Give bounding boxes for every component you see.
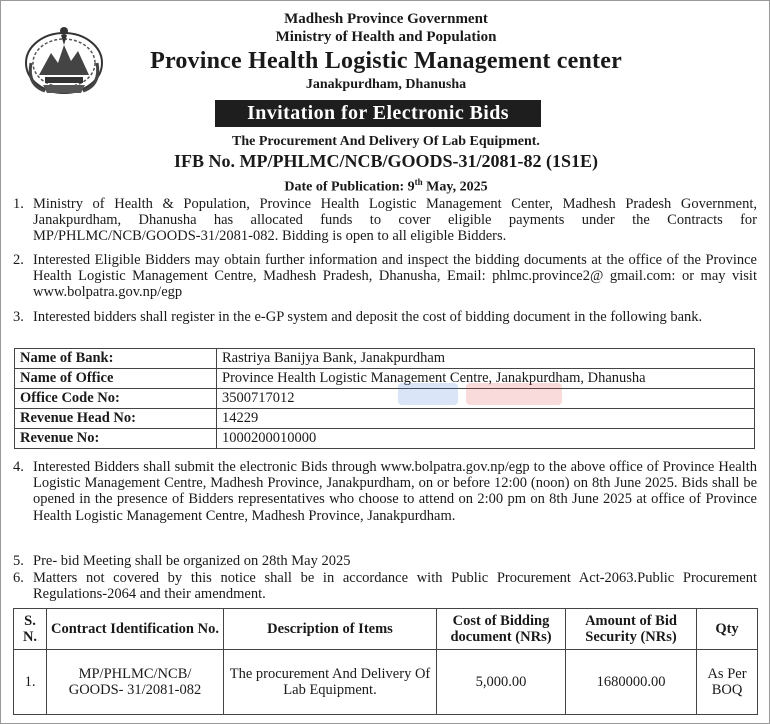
cell-qty: As Per BOQ	[697, 650, 758, 715]
invitation-banner: Invitation for Electronic Bids	[215, 100, 541, 127]
paragraph-text: Ministry of Health & Population, Province Health Logistic Management Center, Madhesh Pradesh Government, Janakpurdham, Dhanusha has allocated funds to cover eligible payments under the Contracts for MP/PHLMC/NCB/GOODS-31/2081-082. Bidding is open to all eligible Bidders.	[33, 196, 757, 245]
bank-label: Name of Office	[15, 369, 217, 389]
table-row	[15, 409, 755, 429]
paragraph-text: Pre- bid Meeting shall be organized on 28th May 2025	[33, 553, 351, 569]
publication-date-rest: May, 2025	[422, 179, 488, 195]
bank-details-table	[14, 348, 755, 449]
header-cost: Cost of Bidding document (NRs)	[437, 609, 566, 650]
bank-value: Province Health Logistic Management Centre, Janakpurdham, Dhanusha	[217, 369, 755, 389]
paragraph-number: 3.	[13, 309, 24, 325]
header-sn: S. N.	[14, 609, 47, 650]
ministry-heading: Ministry of Health and Population	[275, 29, 497, 45]
header-qty: Qty	[697, 609, 758, 650]
cell-security: 1680000.00	[566, 650, 697, 715]
table-row	[15, 349, 755, 369]
paragraph-number: 1.	[13, 196, 24, 212]
bank-label: Revenue No:	[15, 429, 217, 449]
table-row	[15, 429, 755, 449]
contract-table	[13, 608, 758, 715]
paragraph-6	[13, 570, 757, 602]
publication-date	[1, 177, 770, 196]
header-contract-id: Contract Identification No.	[47, 609, 224, 650]
paragraph-3	[13, 309, 757, 325]
table-row	[14, 650, 758, 715]
center-title: Province Health Logistic Management center	[150, 48, 622, 74]
table-row	[15, 389, 755, 409]
cell-description: The procurement And Delivery Of Lab Equipment.	[224, 650, 437, 715]
cell-contract-id: MP/PHLMC/NCB/ GOODS- 31/2081-082	[47, 650, 224, 715]
bank-value: 1000200010000	[217, 429, 755, 449]
table-header-row	[14, 609, 758, 650]
table-row	[15, 369, 755, 389]
header-description: Description of Items	[224, 609, 437, 650]
paragraph-5	[13, 553, 757, 569]
paragraph-number: 2.	[13, 252, 24, 268]
bank-label: Revenue Head No:	[15, 409, 217, 429]
publication-date-suffix: th	[414, 177, 423, 187]
bank-value: 3500717012	[217, 389, 755, 409]
bank-value: Rastriya Banijya Bank, Janakpurdham	[217, 349, 755, 369]
bank-label: Office Code No:	[15, 389, 217, 409]
bank-value: 14229	[217, 409, 755, 429]
location-heading: Janakpurdham, Dhanusha	[305, 77, 467, 92]
paragraph-text: Interested Bidders shall submit the electronic Bids through www.bolpatra.gov.np/egp to the above office of Province Health Logistic Management Centre, Madhesh Province, Janakpurdham, on or before 12:00 (noon) on 8th June 2025. Bids shall be opened in the presence of Bidders representatives who choose to attend on 2:00 pm on 8th June 2025 at office of Province Health Logistic Management Centre, Madhesh Province, Janakpurdham.	[33, 459, 757, 524]
paragraph-number: 4.	[13, 459, 24, 475]
paragraph-text: Matters not covered by this notice shall be in accordance with Public Procurement Act-2063.Public Procurement Regulations-2064 and their amendment.	[33, 570, 757, 603]
paragraph-text: Interested bidders shall register in the e-GP system and deposit the cost of bidding document in the following bank.	[33, 309, 703, 325]
procurement-subject: The Procurement And Delivery Of Lab Equipment.	[232, 134, 540, 149]
publication-date-label: Date of Publication: 9	[284, 179, 415, 195]
header-security: Amount of Bid Security (NRs)	[566, 609, 697, 650]
paragraph-2	[13, 252, 757, 301]
watermark-logo-icon	[396, 377, 566, 413]
paragraph-text: Interested Eligible Bidders may obtain further information and inspect the bidding documents at the office of the Province Health Logistic Management Centre, Madhesh Pradesh, Dhanusha, Email: phlmc.province2@ gmail.com: or may visit www.bolpatra.gov.np/egp	[33, 252, 757, 301]
cell-sn: 1.	[14, 650, 47, 715]
paragraph-4	[13, 459, 757, 524]
bank-label: Name of Bank:	[15, 349, 217, 369]
paragraph-number: 6.	[13, 570, 24, 586]
paragraph-number: 5.	[13, 553, 24, 569]
government-heading: Madhesh Province Government	[284, 11, 488, 27]
paragraph-1	[13, 196, 757, 245]
cell-cost: 5,000.00	[437, 650, 566, 715]
ifb-number: IFB No. MP/PHLMC/NCB/GOODS-31/2081-82 (1S1E)	[174, 151, 598, 171]
